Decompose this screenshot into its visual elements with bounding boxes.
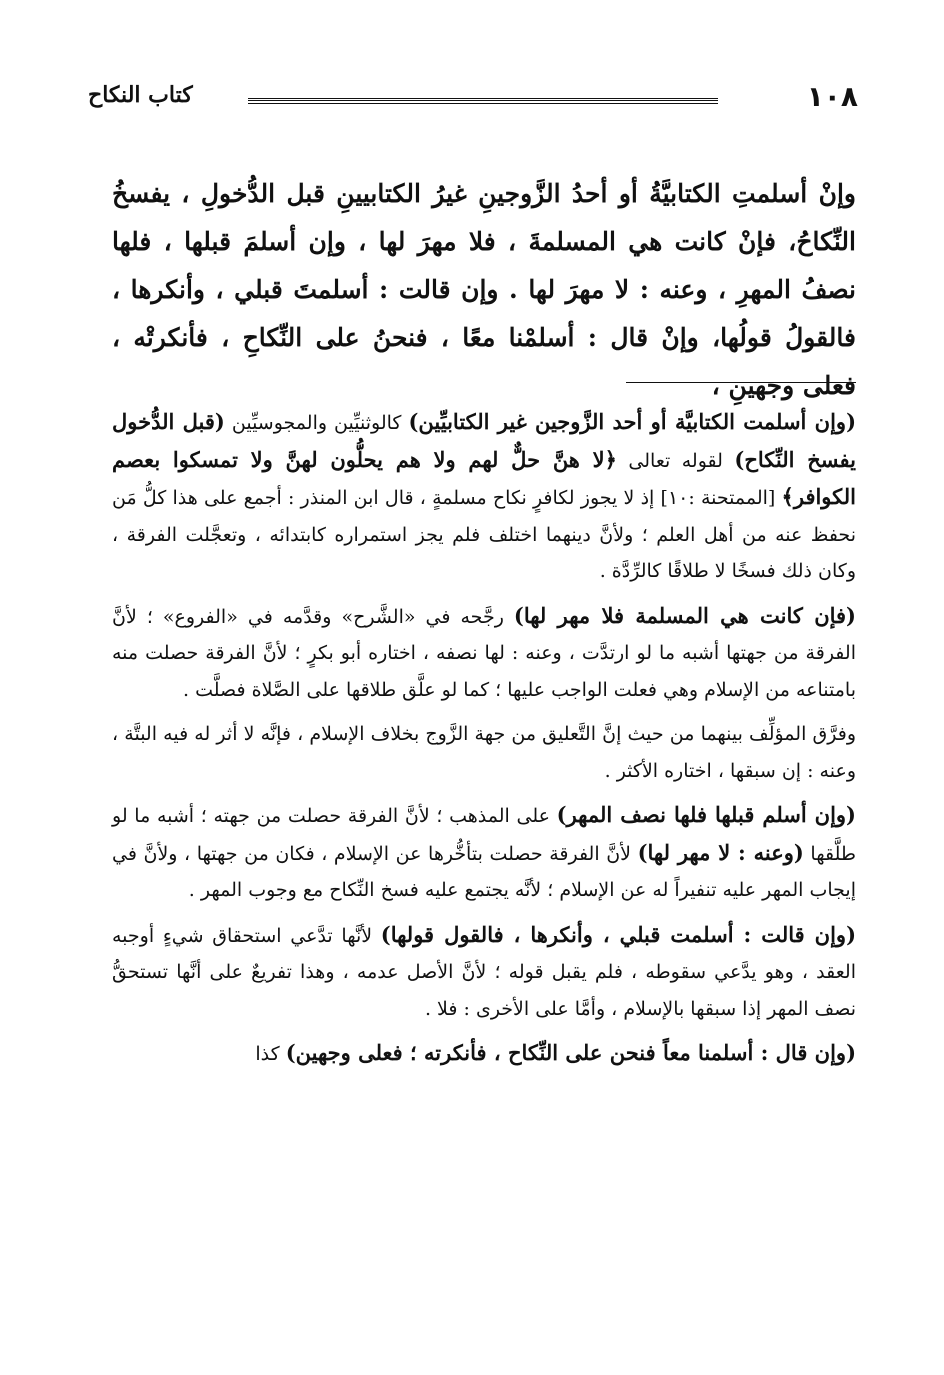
commentary-lemma: (وعنه : لا مهر لها) (637, 839, 804, 865)
commentary-paragraph (112, 797, 856, 909)
commentary-text: لأنَّ الفرقة حصلت بتأخُّرها عن الإسلام ، فكان من جهتها ، ولأنَّ في إيجاب المهر عليه تنفيراً له عن الإسلام ؛ لأنَّه يجتمع عليه فسخ النِّكاح مع وجوب المهر . (112, 842, 856, 901)
commentary-lemma: (وإن قال : أسلمنا معاً فنحن على النِّكاح ، فأنكرته ؛ فعلى وجهين) (285, 1040, 856, 1065)
commentary-lemma: (قبل الدُّخول يفسخ النِّكاح) (112, 409, 856, 472)
commentary-lemma: (وإن قالت : أسلمت قبلي ، وأنكرها ، فالقول قولها) (380, 921, 857, 947)
commentary-paragraph (112, 1035, 856, 1073)
commentary-paragraph (112, 716, 856, 789)
quran-quote: ﴿لا هنَّ حلٌّ لهم ولا هم يحلُّون لهنَّ ولا تمسكوا بعصم الكوافر﴾ (112, 446, 856, 509)
page-header (88, 76, 858, 116)
footnote-separator (626, 382, 856, 383)
commentary-text: على المذهب ؛ لأنَّ الفرقة حصلت من جهته ؛ أشبه ما لو طلَّقها (112, 805, 856, 865)
commentary-text: لقوله تعالى (616, 449, 735, 472)
commentary-text: رجَّحه في «الشَّرح» وقدَّمه في «الفروع» ؛ لأنَّ الفرقة من جهتها أشبه ما لو ارتدَّت ، وعنه : لها نصفه ، اختاره أبو بكرٍ ؛ لأنَّ الفرقة حصلت منه بامتناعه من الإسلام وهي فعلت الواجب عليها ؛ كما لو علَّق طلاقها على الصَّلاة فصلَّت . (112, 605, 856, 701)
commentary-paragraph (112, 917, 856, 1028)
commentary-paragraph (112, 598, 856, 709)
commentary-lemma: (وإن أسلمت الكتابيَّة أو أحد الزَّوجين غير الكتابيِّين) (408, 409, 857, 434)
main-text-paragraph: وإنْ أسلمتِ الكتابيَّةُ أو أحدُ الزَّوجينِ غيرُ الكتابيينِ قبل الدُّخولِ ، يفسخُ النِّكاحُ، فإنْ كانت هي المسلمةَ ، فلا مهرَ لها ، وإن أسلمَ قبلها ، فلها نصفُ المهرِ ، وعنه : لا مهرَ لها . وإن قالت : أسلمتَ قبلي ، وأنكرها ، فالقولُ قولُها، وإنْ قال : أسلمْنا معًا ، فنحنُ على النِّكاحِ ، فأنكرتْه ، فعلى وجهينِ ، (112, 179, 856, 400)
commentary-block (112, 404, 856, 1081)
commentary-text: وفرَّق المؤلِّف بينهما من حيث إنَّ التَّعليق من جهة الزَّوج بخلاف الإسلام ، فإنَّه لا أثر له فيه البتَّة ، وعنه : إن سبقها ، اختاره الأكثر . (112, 723, 856, 782)
running-title: كتاب النكاح (88, 82, 193, 108)
commentary-lemma: (فإن كانت هي المسلمة فلا مهر لها) (513, 602, 856, 628)
page-number: ١٠٨ (806, 80, 858, 113)
commentary-text: كالوثنيِّين والمجوسيِّين (224, 412, 409, 434)
commentary-paragraph (112, 404, 856, 590)
commentary-text: [الممتحنة :١٠] إذ لا يجوز لكافرٍ نكاح مسلمةٍ ، قال ابن المنذر : أجمع على هذا كلُّ مَن نحفظ عنه من أهل العلم ؛ ولأنَّ دينهما اختلف فلم يجز استمراره كابتدائه ، وتعجَّلت الفرقة ، وكان ذلك فسخًا لا طلاقًا كالرِّدَّة . (112, 487, 856, 582)
main-text-block (112, 170, 856, 410)
commentary-text: كذا (255, 1043, 286, 1065)
commentary-lemma: (وإن أسلم قبلها فلها نصف المهر) (556, 802, 856, 827)
commentary-text: لأنَّها تدَّعي استحقاق شيءٍ أوجبه العقد ، وهو يدَّعي سقوطه ، فلم يقبل قوله ؛ لأنَّ الأصل عدمه ، وهذا تفريعٌ على أنَّها تستحقُّ نصف المهر إذا سبقها بالإسلام ، وأمَّا على الأخرى : فلا . (112, 924, 857, 1020)
header-rule (248, 98, 718, 104)
